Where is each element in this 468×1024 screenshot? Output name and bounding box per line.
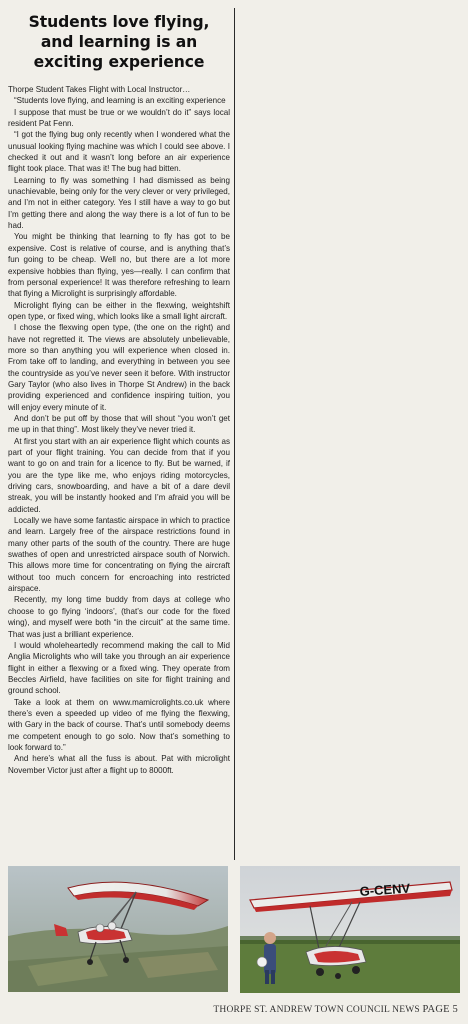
column-divider <box>234 8 235 860</box>
headline-line: Students love flying, <box>28 13 210 31</box>
article-subhead: Thorpe Student Takes Flight with Local Instructor… <box>8 85 191 94</box>
article-paragraph: “Students love flying, and learning is an exciting experience <box>14 96 226 106</box>
registration-label: G-CENV <box>359 880 411 899</box>
article-paragraph: I chose the flexwing open type, (the one on the right) and have not regretted it. The views are absolutely unbelievable, more so than anything you will experience when closed in. From take off to landing, and everything in between you see the countryside as you’ve never seen it before. With instructor Gary Taylor (who also lives in Thorpe St Andrew) in the back providing experienced and confidence inspiring tuition, you will enjoy every minute of it. <box>8 323 230 412</box>
article-paragraph: At first you start with an air experience flight which counts as part of your flight training. You can decide from that if you want to go on and train for a licence to fly. But be warned, if you are the type like me, who enjoys riding motorcycles, driving cars, snowboarding, and have a bit of a dare devil streak, you will be instantly hooked and I’m afraid you will be addicted. <box>8 436 230 514</box>
pat-with-microlight-image <box>240 866 460 993</box>
article-paragraph: Take a look at them on www.mamicrolights.co.uk where there’s even a speeded up video of me flying the flexwing, with Gary in the back of course. That’s until somebody deems me competent enough to go solo. Now that’s something to look forward to.” <box>8 697 230 752</box>
article-body <box>8 84 230 776</box>
headline-line: and learning is an <box>40 33 198 51</box>
article-paragraph: And don’t be put off by those that will shout “you won’t get me up in that thing”. Most likely they’ve never tried it. <box>8 413 230 435</box>
article-paragraph: Microlight flying can be either in the flexwing, weightshift open type, or fixed wing, which looks like a small light aircraft. <box>8 300 230 321</box>
headline-line: exciting experience <box>33 53 205 71</box>
article-headline <box>8 12 230 72</box>
article-paragraph: Recently, my long time buddy from days at college who choose to go flying ‘indoors’, (that’s our code for the fixed wing), and myself were both “in the circuit” at the same time. That was just a brilliant experience. <box>8 595 230 639</box>
article-paragraph: Learning to fly was something I had dismissed as being unachievable, being only for the very clever or very privileged, and I’m not in either category. Yes I still have a way to go but I’m getting there and along the way there is a lot of fun to be had. <box>8 175 230 231</box>
article-paragraph: And here’s what all the fuss is about. Pat with microlight November Victor just after a flight up to 8000ft. <box>8 754 230 775</box>
page-number: PAGE 5 <box>422 1004 458 1015</box>
microlight-in-flight-image <box>8 866 228 992</box>
publication-name: THORPE ST. ANDREW TOWN COUNCIL NEWS <box>213 1005 420 1015</box>
article-paragraph: “I got the flying bug only recently when I wondered what the unusual looking flying machine was which I could see above. I checked it out and it wasn’t long before an air experience flight took place. That was it! The bug had bitten. <box>8 130 230 174</box>
article <box>8 8 230 776</box>
article-paragraph: I suppose that must be true or we wouldn’t do it” says local resident Pat Fenn. <box>8 107 230 129</box>
page-footer <box>213 1004 458 1015</box>
pat-with-microlight-photo <box>240 866 460 993</box>
microlight-in-flight-photo <box>8 866 228 992</box>
article-paragraph: You might be thinking that learning to fly has got to be expensive. Cost is relative of course, and is anything that’s fun going to be cheap. Well no, but there are a lot more expensive hobbies than flying, yes—really. I can confirm that from personal experience! It was therefore refreshing to learn that flying a Microlight is surprisingly affordable. <box>8 232 230 299</box>
article-paragraph: I would wholeheartedly recommend making the call to Mid Anglia Microlights who will take you through an air experience flight in either a flexwing or a fixed wing. They operate from Beccles Airfield, have facilities on site for flight training and ground school. <box>8 640 230 696</box>
article-paragraph: Locally we have some fantastic airspace in which to practice and learn. Largely free of the airspace restrictions found in many other parts of the south of the country. There are huge swathes of open and unrestricted airspace south of Norwich. This allows more time for concentrating on flying the aircraft without too much concern for encroaching into restricted airspace. <box>8 516 230 594</box>
